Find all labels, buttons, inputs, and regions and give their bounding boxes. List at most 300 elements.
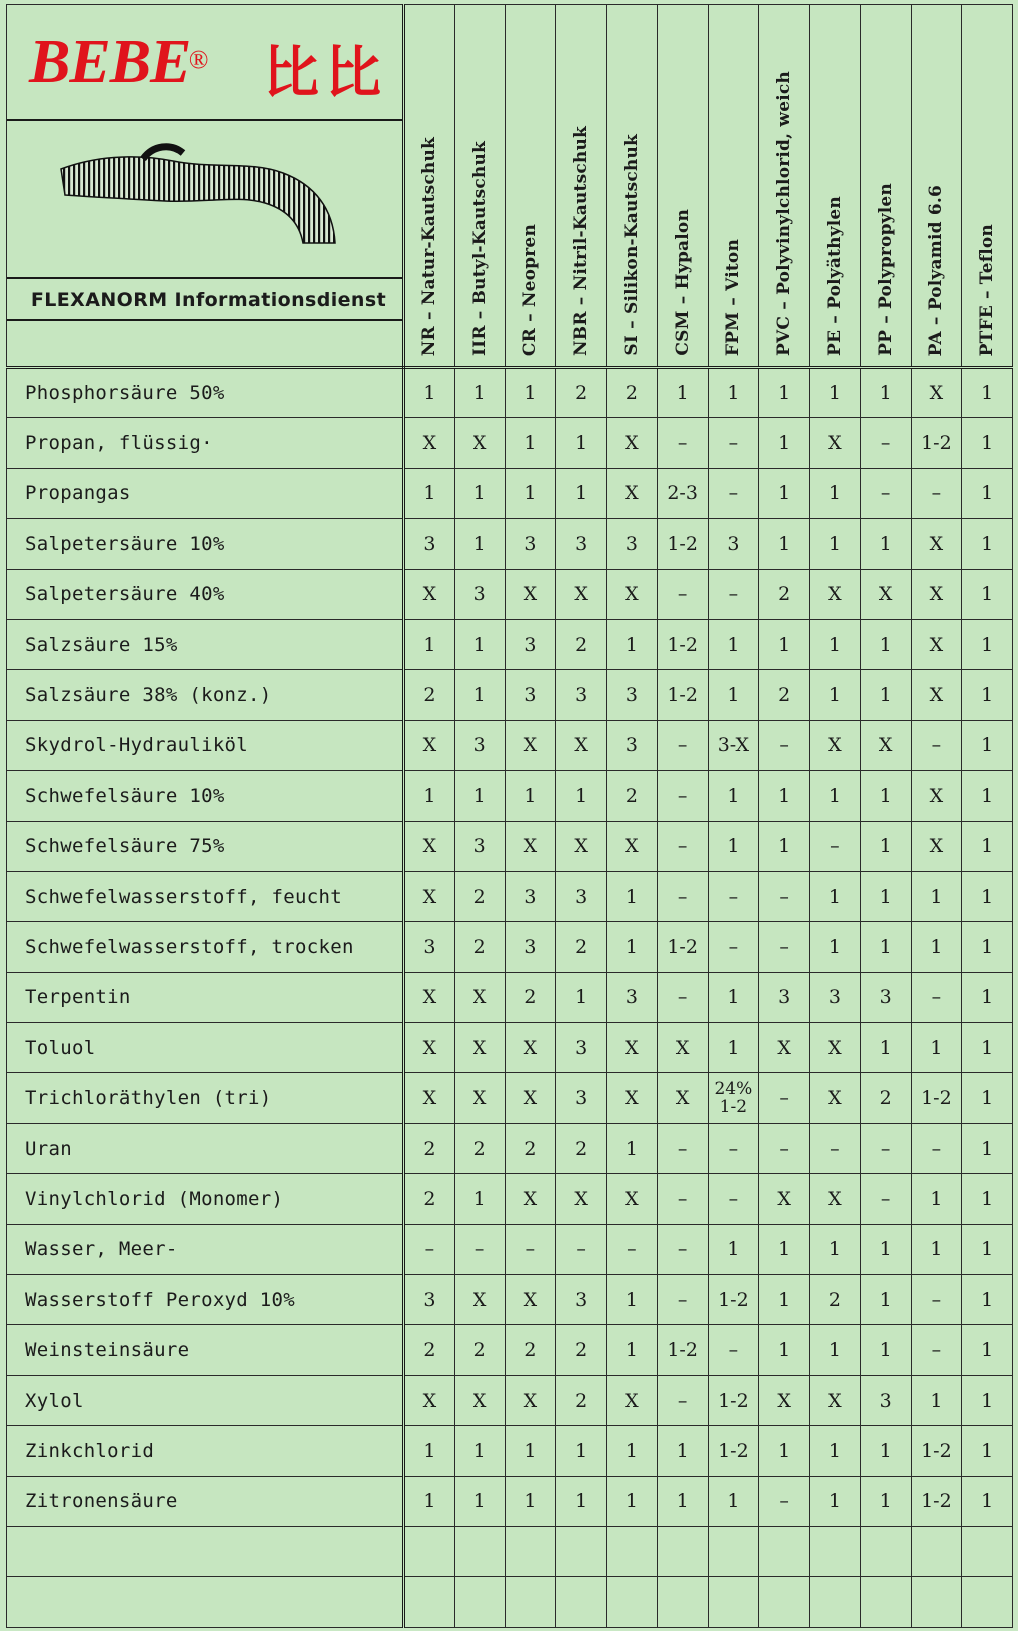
rating-cell [607, 1577, 658, 1627]
rating-cell: X [505, 1275, 556, 1325]
rating-cell: 1 [505, 468, 556, 518]
rating-cell: 1 [556, 468, 607, 518]
rating-cell: 1 [708, 1224, 759, 1274]
rating-cell: 1 [759, 771, 810, 821]
rating-cell [454, 1526, 505, 1576]
medium-name: Propan, flüssig· [7, 418, 404, 468]
rating-cell: X [505, 1174, 556, 1224]
rating-cell: X [505, 821, 556, 871]
material-header-pe: PE – Polyäthylen [810, 5, 861, 368]
rating-cell: – [657, 1123, 708, 1173]
rating-cell: – [860, 1123, 911, 1173]
rating-cell: 2 [556, 1325, 607, 1375]
rating-cell: 1 [708, 670, 759, 720]
rating-cell: 1 [454, 670, 505, 720]
rating-cell: 1 [607, 1476, 658, 1526]
medium-name: Salpetersäure 40% [7, 569, 404, 619]
rating-cell: X [657, 1073, 708, 1123]
rating-cell: 1-2 [657, 619, 708, 669]
rating-cell: 1 [911, 1375, 962, 1425]
rating-cell: 1-2 [911, 1476, 962, 1526]
rating-cell: 24% 1-2 [708, 1073, 759, 1123]
rating-cell: 3 [607, 519, 658, 569]
rating-cell: 1 [505, 771, 556, 821]
rating-cell: 1 [860, 670, 911, 720]
rating-cell: – [657, 871, 708, 921]
rating-cell: 2 [556, 922, 607, 972]
rating-cell: 1 [962, 519, 1013, 569]
rating-cell: 3 [607, 720, 658, 770]
rating-cell: 1 [454, 1426, 505, 1476]
rating-cell: X [505, 569, 556, 619]
rating-cell: X [810, 1073, 861, 1123]
rating-cell: 1 [556, 418, 607, 468]
rating-cell: X [810, 720, 861, 770]
rating-cell: X [556, 720, 607, 770]
rating-cell: – [759, 1123, 810, 1173]
rating-cell: 1 [607, 619, 658, 669]
rating-cell: 1 [962, 619, 1013, 669]
rating-cell: 1 [810, 670, 861, 720]
rating-cell: X [556, 1174, 607, 1224]
rating-cell: 3 [505, 871, 556, 921]
rating-cell: 1-2 [911, 1073, 962, 1123]
rating-cell: 2 [404, 670, 455, 720]
rating-cell: 1 [556, 1476, 607, 1526]
rating-cell: X [505, 1023, 556, 1073]
rating-cell: X [556, 569, 607, 619]
medium-name: Skydrol-Hydrauliköl [7, 720, 404, 770]
rating-cell: 1 [962, 1174, 1013, 1224]
rating-cell: – [810, 821, 861, 871]
rating-cell: 2 [454, 871, 505, 921]
rating-cell: – [657, 771, 708, 821]
medium-name: Schwefelwasserstoff, feucht [7, 871, 404, 921]
rating-cell: 1-2 [657, 519, 708, 569]
rating-cell [810, 1526, 861, 1576]
rating-cell: X [810, 1174, 861, 1224]
rating-cell: 1 [962, 1224, 1013, 1274]
rating-cell: 3 [708, 519, 759, 569]
rating-cell: 1 [962, 972, 1013, 1022]
rating-cell [657, 1577, 708, 1627]
rating-cell: 3 [556, 1073, 607, 1123]
material-header-pvc: PVC – Polyvinylchlorid, weich [759, 5, 810, 368]
rating-cell: 1 [911, 1023, 962, 1073]
table-row [7, 519, 1013, 569]
rating-cell: X [911, 771, 962, 821]
rating-cell: 2 [404, 1174, 455, 1224]
rating-cell: – [556, 1224, 607, 1274]
rating-cell: X [911, 368, 962, 418]
rating-cell [708, 1526, 759, 1576]
rating-cell: X [505, 1073, 556, 1123]
rating-cell: X [860, 720, 911, 770]
rating-cell: 1 [962, 720, 1013, 770]
rating-cell: 1 [962, 922, 1013, 972]
rating-cell: 1 [962, 1325, 1013, 1375]
medium-name [7, 1526, 404, 1576]
rating-cell: 2 [454, 922, 505, 972]
rating-cell: X [911, 821, 962, 871]
rating-cell: 1 [759, 1275, 810, 1325]
medium-name: Propangas [7, 468, 404, 518]
rating-cell: 3 [810, 972, 861, 1022]
brand-subtitle: FLEXANORM Informationsdienst [7, 277, 402, 321]
rating-cell: 1 [962, 1123, 1013, 1173]
rating-cell: 2 [860, 1073, 911, 1123]
rating-cell: X [404, 1073, 455, 1123]
rating-cell: 1 [860, 922, 911, 972]
material-header-iir: IIR – Butyl-Kautschuk [454, 5, 505, 368]
rating-cell: 3 [454, 821, 505, 871]
rating-cell: 1 [454, 519, 505, 569]
rating-cell: 2 [556, 368, 607, 418]
rating-cell: – [657, 821, 708, 871]
rating-cell: 1-2 [708, 1426, 759, 1476]
rating-cell: 1 [404, 771, 455, 821]
table-row [7, 569, 1013, 619]
rating-cell: 1 [708, 368, 759, 418]
table-row [7, 1375, 1013, 1425]
table-row [7, 619, 1013, 669]
rating-cell: – [607, 1224, 658, 1274]
rating-cell: X [505, 720, 556, 770]
rating-cell: X [607, 1073, 658, 1123]
rating-cell: 1 [962, 1073, 1013, 1123]
rating-cell: 1 [759, 619, 810, 669]
rating-cell: 1 [607, 1275, 658, 1325]
rating-cell: X [860, 569, 911, 619]
rating-cell: 2 [404, 1123, 455, 1173]
rating-cell [657, 1526, 708, 1576]
rating-cell: 1 [708, 821, 759, 871]
rating-cell: 3 [505, 922, 556, 972]
material-header-pa: PA – Polyamid 6.6 [911, 5, 962, 368]
medium-name: Zinkchlorid [7, 1426, 404, 1476]
brand-header [7, 5, 404, 368]
table-row [7, 871, 1013, 921]
rating-cell: 1 [454, 1476, 505, 1526]
rating-cell: X [810, 1375, 861, 1425]
rating-cell: 1 [657, 368, 708, 418]
medium-name: Terpentin [7, 972, 404, 1022]
resistance-sheet [6, 4, 1012, 1627]
rating-cell: X [404, 720, 455, 770]
rating-cell: 3 [556, 519, 607, 569]
rating-cell: 1-2 [708, 1375, 759, 1425]
rating-cell: 1 [962, 1023, 1013, 1073]
rating-cell: X [404, 821, 455, 871]
rating-cell: X [759, 1023, 810, 1073]
table-row [7, 1526, 1013, 1576]
rating-cell: 1 [607, 871, 658, 921]
rating-cell: 1 [708, 972, 759, 1022]
table-row [7, 1275, 1013, 1325]
rating-cell: 1 [911, 1224, 962, 1274]
hose-illustration-icon [53, 139, 353, 259]
rating-cell [759, 1526, 810, 1576]
rating-cell: 2 [556, 619, 607, 669]
table-row [7, 1224, 1013, 1274]
rating-cell: 1 [860, 1476, 911, 1526]
rating-cell: X [607, 468, 658, 518]
rating-cell: X [607, 1375, 658, 1425]
rating-cell: – [657, 720, 708, 770]
rating-cell: 2 [454, 1123, 505, 1173]
rating-cell: 1 [860, 871, 911, 921]
rating-cell: X [810, 418, 861, 468]
rating-cell: 1 [810, 771, 861, 821]
rating-cell: X [607, 1023, 658, 1073]
rating-cell: 1 [404, 368, 455, 418]
rating-cell: 2 [759, 569, 810, 619]
rating-cell [404, 1577, 455, 1627]
medium-name: Phosphorsäure 50% [7, 368, 404, 418]
rating-cell: – [657, 1375, 708, 1425]
rating-cell: 1 [404, 1426, 455, 1476]
rating-cell: 1 [759, 1224, 810, 1274]
rating-cell: X [454, 1023, 505, 1073]
table-row [7, 821, 1013, 871]
material-header-pp: PP – Polypropylen [860, 5, 911, 368]
rating-cell: 1 [759, 1325, 810, 1375]
table-row [7, 972, 1013, 1022]
rating-cell: 1 [708, 619, 759, 669]
medium-name: Uran [7, 1123, 404, 1173]
rating-cell: 1 [810, 922, 861, 972]
rating-cell: 1 [962, 1426, 1013, 1476]
rating-cell: – [505, 1224, 556, 1274]
medium-name: Xylol [7, 1375, 404, 1425]
rating-cell: X [454, 1073, 505, 1123]
rating-cell: 1 [607, 1123, 658, 1173]
rating-cell: – [708, 922, 759, 972]
table-row [7, 922, 1013, 972]
rating-cell: 1 [505, 368, 556, 418]
rating-cell: 1 [759, 821, 810, 871]
rating-cell: 1 [404, 468, 455, 518]
rating-cell: 1 [810, 1476, 861, 1526]
rating-cell: 1-2 [911, 418, 962, 468]
rating-cell: 1 [607, 922, 658, 972]
rating-cell [556, 1526, 607, 1576]
rating-cell: – [860, 418, 911, 468]
rating-cell: 1 [810, 619, 861, 669]
rating-cell: X [607, 821, 658, 871]
rating-cell: 1 [962, 1275, 1013, 1325]
medium-name: Wasser, Meer- [7, 1224, 404, 1274]
rating-cell: – [759, 1476, 810, 1526]
rating-cell: X [759, 1174, 810, 1224]
rating-cell: – [911, 1123, 962, 1173]
table-row [7, 720, 1013, 770]
medium-name: Vinylchlorid (Monomer) [7, 1174, 404, 1224]
rating-cell: – [708, 468, 759, 518]
rating-cell: 1 [759, 468, 810, 518]
rating-cell: 1 [962, 1476, 1013, 1526]
rating-cell: 1-2 [657, 1325, 708, 1375]
rating-cell [454, 1577, 505, 1627]
rating-cell [607, 1526, 658, 1576]
rating-cell: 3 [404, 519, 455, 569]
rating-cell: 1 [810, 468, 861, 518]
rating-cell: 1 [962, 1375, 1013, 1425]
table-body [7, 368, 1013, 1628]
material-header-si: SI – Silikon-Kautschuk [607, 5, 658, 368]
rating-cell: 1 [505, 1426, 556, 1476]
table-row [7, 368, 1013, 418]
rating-cell: – [759, 720, 810, 770]
rating-cell: 1 [860, 821, 911, 871]
rating-cell: 1 [962, 418, 1013, 468]
rating-cell: 2 [556, 1123, 607, 1173]
rating-cell: 1 [810, 1426, 861, 1476]
rating-cell: – [759, 1073, 810, 1123]
table-row [7, 468, 1013, 518]
rating-cell: 1 [962, 468, 1013, 518]
rating-cell [505, 1577, 556, 1627]
rating-cell: 3 [556, 871, 607, 921]
rating-cell: 2 [556, 1375, 607, 1425]
rating-cell: X [911, 519, 962, 569]
brand-logo: BEBE® [29, 28, 208, 96]
rating-cell: X [607, 418, 658, 468]
table-row [7, 1476, 1013, 1526]
rating-cell: X [657, 1023, 708, 1073]
rating-cell [962, 1526, 1013, 1576]
rating-cell: – [759, 922, 810, 972]
rating-cell: X [911, 619, 962, 669]
rating-cell: 1 [810, 1224, 861, 1274]
rating-cell: 2 [454, 1325, 505, 1375]
rating-cell: – [657, 1174, 708, 1224]
rating-cell: 3 [860, 972, 911, 1022]
rating-cell: X [911, 670, 962, 720]
header-row [7, 5, 1013, 368]
rating-cell: 1 [708, 1476, 759, 1526]
rating-cell: X [556, 821, 607, 871]
medium-name: Toluol [7, 1023, 404, 1073]
rating-cell [404, 1526, 455, 1576]
rating-cell: 3-X [708, 720, 759, 770]
rating-cell: X [454, 1275, 505, 1325]
rating-cell [860, 1577, 911, 1627]
material-header-fpm: FPM – Viton [708, 5, 759, 368]
rating-cell: 3 [454, 569, 505, 619]
rating-cell: X [810, 569, 861, 619]
rating-cell: 1 [860, 771, 911, 821]
medium-name: Schwefelsäure 10% [7, 771, 404, 821]
rating-cell: – [708, 1325, 759, 1375]
chemical-resistance-table [6, 4, 1013, 1628]
rating-cell: – [911, 972, 962, 1022]
table-row [7, 771, 1013, 821]
rating-cell: 3 [860, 1375, 911, 1425]
rating-cell: 1 [962, 771, 1013, 821]
rating-cell: 2 [505, 1325, 556, 1375]
table-row [7, 670, 1013, 720]
rating-cell: 1 [607, 1325, 658, 1375]
material-header-cr: CR – Neopren [505, 5, 556, 368]
rating-cell: 1 [505, 1476, 556, 1526]
rating-cell: 3 [607, 670, 658, 720]
medium-name: Weinsteinsäure [7, 1325, 404, 1375]
rating-cell: 2 [505, 1123, 556, 1173]
rating-cell: 3 [505, 670, 556, 720]
rating-cell [505, 1526, 556, 1576]
rating-cell: – [657, 418, 708, 468]
rating-cell: 1 [860, 368, 911, 418]
rating-cell: 1-2 [708, 1275, 759, 1325]
rating-cell: 1 [911, 1174, 962, 1224]
rating-cell: 1 [454, 468, 505, 518]
material-header-nbr: NBR – Nitril-Kautschuk [556, 5, 607, 368]
medium-name: Salzsäure 15% [7, 619, 404, 669]
rating-cell: – [657, 569, 708, 619]
rating-cell: 1 [860, 519, 911, 569]
rating-cell: 1 [708, 1023, 759, 1073]
rating-cell: 1 [454, 771, 505, 821]
rating-cell: 2 [404, 1325, 455, 1375]
rating-cell: – [657, 1224, 708, 1274]
rating-cell: – [657, 972, 708, 1022]
rating-cell: X [404, 418, 455, 468]
rating-cell: 1 [962, 569, 1013, 619]
rating-cell: 1 [657, 1476, 708, 1526]
table-row [7, 418, 1013, 468]
rating-cell: 2 [759, 670, 810, 720]
material-header-ptfe: PTFE – Teflon [962, 5, 1013, 368]
rating-cell [962, 1577, 1013, 1627]
rating-cell: 3 [404, 922, 455, 972]
rating-cell: X [404, 569, 455, 619]
rating-cell: 3 [556, 670, 607, 720]
rating-cell: 1 [505, 418, 556, 468]
table-row [7, 1577, 1013, 1627]
table-row [7, 1023, 1013, 1073]
rating-cell: 1 [404, 619, 455, 669]
rating-cell: 3 [607, 972, 658, 1022]
rating-cell: 1 [860, 619, 911, 669]
rating-cell: 1 [759, 418, 810, 468]
rating-cell: 1-2 [657, 670, 708, 720]
rating-cell: 3 [556, 1023, 607, 1073]
table-row [7, 1073, 1013, 1123]
rating-cell: X [810, 1023, 861, 1073]
rating-cell: – [708, 1123, 759, 1173]
rating-cell [911, 1577, 962, 1627]
rating-cell [759, 1577, 810, 1627]
rating-cell [708, 1577, 759, 1627]
rating-cell: – [657, 1275, 708, 1325]
rating-cell: 3 [759, 972, 810, 1022]
rating-cell: 1 [911, 871, 962, 921]
material-header-csm: CSM – Hypalon [657, 5, 708, 368]
rating-cell [911, 1526, 962, 1576]
rating-cell [810, 1577, 861, 1627]
table-row [7, 1123, 1013, 1173]
medium-name [7, 1577, 404, 1627]
rating-cell: 1-2 [911, 1426, 962, 1476]
rating-cell: – [708, 418, 759, 468]
rating-cell: 1 [404, 1476, 455, 1526]
rating-cell [860, 1526, 911, 1576]
rating-cell: – [911, 1325, 962, 1375]
rating-cell: 2 [810, 1275, 861, 1325]
rating-cell: 1 [911, 922, 962, 972]
medium-name: Zitronensäure [7, 1476, 404, 1526]
